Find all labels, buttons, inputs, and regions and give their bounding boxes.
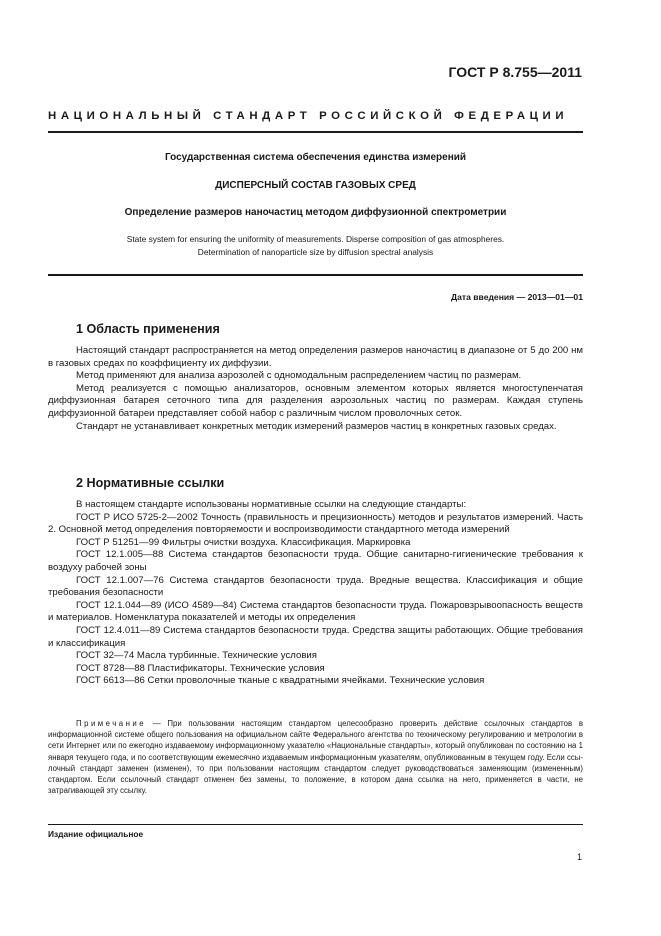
national-standard-banner: НАЦИОНАЛЬНЫЙ СТАНДАРТ РОССИЙСКОЙ ФЕДЕРАЦИИ [48,110,569,122]
section1-heading: 1 Область применения [76,322,220,336]
normative-reference: ГОСТ Р 51251—99 Фильтры очистки воздуха. Классификация. Маркировка [76,536,411,548]
section1-body [48,345,583,433]
note-block [48,718,583,796]
normative-reference: ГОСТ Р ИСО 5725-2—2002 Точность (правильность и прецизионность) методов и результатов измерений. Часть 2. Основной метод определения повторяемости и воспроизводимости стандартного метода измерений [48,511,583,536]
section2-body [48,499,583,688]
title-main: ДИСПЕРСНЫЙ СОСТАВ ГАЗОВЫХ СРЕД [215,180,416,191]
section2-heading: 2 Нормативные ссылки [76,476,225,490]
normative-reference: ГОСТ 32—74 Масла турбинные. Технические условия [76,650,317,662]
normative-reference: ГОСТ 12.4.011—89 Система стандартов безопасности труда. Средства защиты работающих. Общие требования и классификация [48,624,583,649]
page-number: 1 [576,852,582,862]
footer-divider [48,824,583,825]
note-label: Примечание [76,719,147,728]
section1-paragraph: Метод применяют для анализа аэрозолей с одномодальным распределением частиц по размерам. [76,370,522,382]
title-divider [48,274,583,276]
date-introduction: Дата введения — 2013—01—01 [450,292,583,302]
title-system: Государственная система обеспечения единства измерений [164,152,467,163]
normative-reference: ГОСТ 8728—88 Пластификаторы. Технические условия [76,662,325,674]
note-text: — При пользовании настоящим стандартом целесообразно проверить действие ссылочных стандартов в информационной системе общего пользования на официальном сайте Федерального агентства по техническому регулированию и метрологии в сети Интернет или по ежегодно издаваемому информационному указателю «Национальные стандарты», который опубликован по состоянию на 1 января текущего года, и по соответствующим ежемесячно издаваемым информационным указателям, опубликованным в текущем году. Если ссылочный стандарт заменен (изменен), то при пользовании настоящим стандартом следует руководствоваться заменяющим (измененным) стандартом. Если ссылочный стандарт отменен без замены, то положение, в котором дана ссылка на него, применяется в части, не затрагивающей эту ссылку. [48,719,583,796]
top-divider [48,131,583,133]
normative-reference: ГОСТ 6613—86 Сетки проволочные тканые с квадратными ячейками. Технические условия [76,675,485,687]
normative-reference: ГОСТ 12.1.007—76 Система стандартов безопасности труда. Вредные вещества. Классификация и общие требования безопасности [48,574,583,599]
edition-label: Издание официальное [48,829,144,839]
section1-paragraph: Метод реализуется с помощью анализаторов, основным элементом которых является многоступенчатая диффузионная батарея сеточного типа для разделения аэрозольных частиц по размерам. Каждая ступень диффузионной батареи представляет собой набор с различным числом проволочных сеток. [48,382,583,419]
title-sub: Определение размеров наночастиц методом диффузионной спектрометрии [124,207,507,218]
gost-number: ГОСТ Р 8.755—2011 [448,64,582,80]
normative-reference: ГОСТ 12.1.044—89 (ИСО 4589—84) Система стандартов безопасности труда. Пожаровзрывоопасность веществ и материалов. Номенклатура показателей и методы их определения [48,599,583,624]
section1-paragraph: Настоящий стандарт распространяется на метод определения размеров наночастиц в диапазоне от 5 до 200 нм в газовых средах по коэффициенту их диффузии. [48,345,583,369]
title-english-line1: State system for ensuring the uniformity of measurements. Disperse composition of gas atmospheres. [126,234,505,244]
section1-paragraph: Стандарт не устанавливает конкретных методик измерений размеров частиц в конкретных газовых средах. [76,420,557,432]
title-english [48,233,583,259]
normative-reference: ГОСТ 12.1.005—88 Система стандартов безопасности труда. Общие санитарно-гигиенические требования к воздуху рабочей зоны [48,549,583,573]
section2-intro: В настоящем стандарте использованы нормативные ссылки на следующие стандарты: [76,499,467,510]
title-english-line2: Determination of nanoparticle size by diffusion spectral analysis [197,247,434,257]
